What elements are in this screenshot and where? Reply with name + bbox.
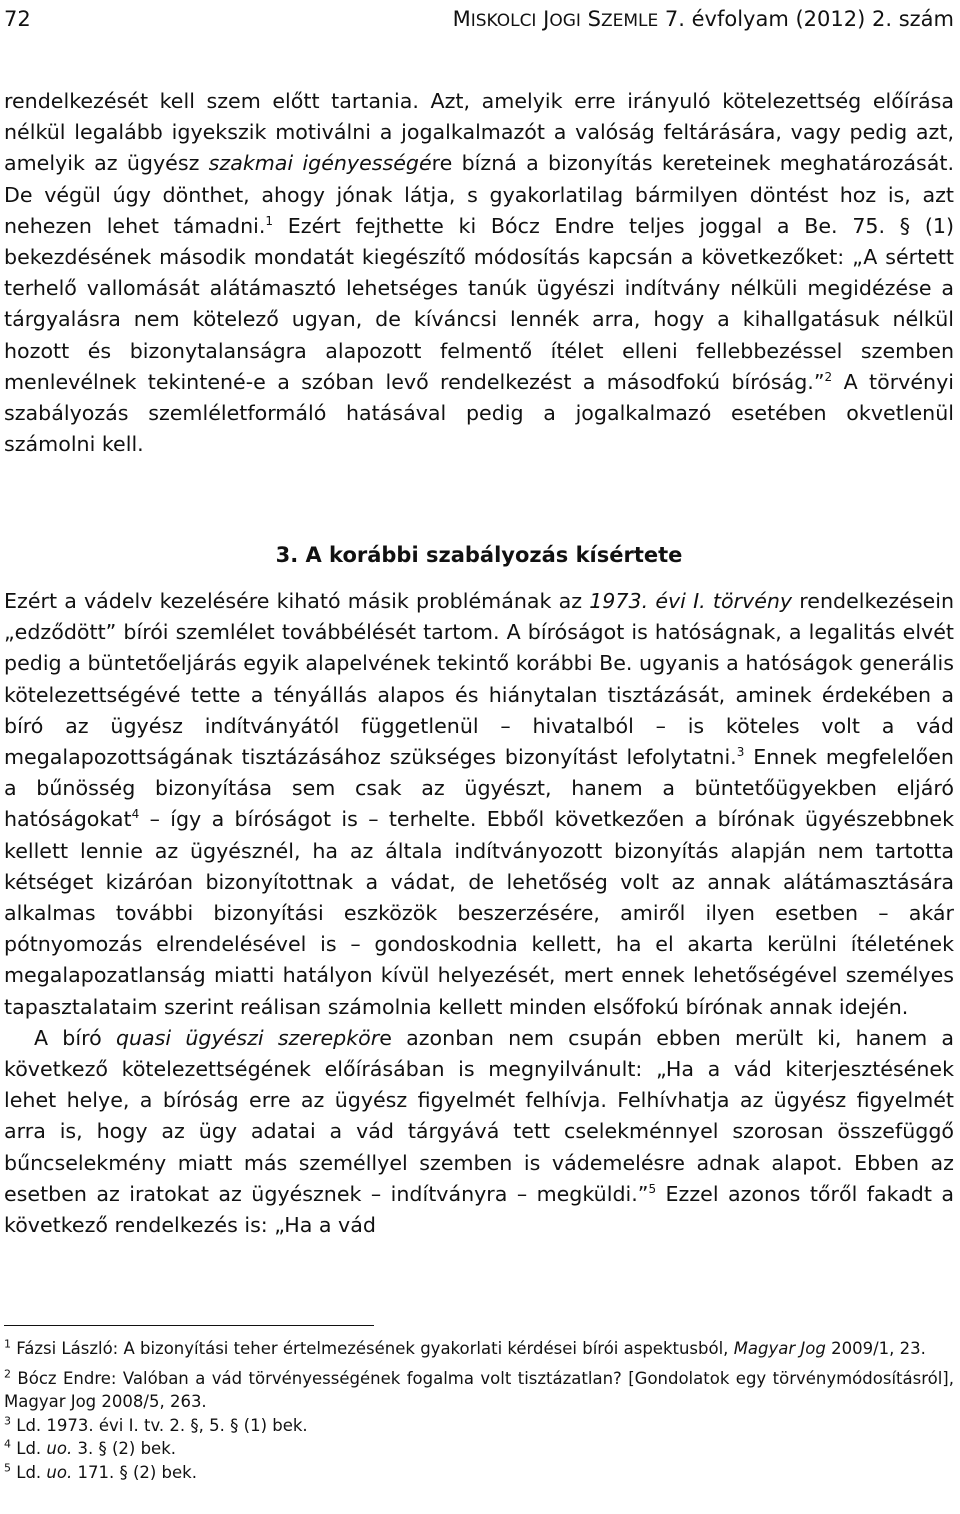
footnote-5: $^5$ Ld. uo. 171. § (2) bek. xyxy=(4,1461,197,1482)
footnote-ref-5[interactable]: 5 xyxy=(648,1182,657,1196)
running-header xyxy=(4,5,954,33)
footnote-ref-2[interactable]: 2 xyxy=(824,369,833,384)
body-section-3 xyxy=(4,586,954,1241)
footnote-4: $^4$ Ld. uo. 3. § (2) bek. xyxy=(4,1437,176,1458)
page-number: 72 xyxy=(4,7,31,31)
footnote-2: $^2$ Bócz Endre: Valóban a vád törvényességének fogalma volt tisztázatlan? [Gondolatok egy törvénymódosításról], Magyar Jog 2008/5, 263. xyxy=(4,1367,954,1411)
section-heading: 3. A korábbi szabályozás kísértete xyxy=(275,543,683,567)
body-paragraph-3: A bíró quasi ügyészi szerepköre azonban nem csupán ebben merült ki, hanem a következő kötelezettségének előírásában is megnyilvánult: „Ha a vád kiterjesztésének lehet helye, a bíróság erre az ügyész figyelmét felhívja. Felhívhatja az ügyész figyelmét arra is, hogy az ügy adatai a vád tárgyává tett cselekménnyel szorosan összefüggő bűncselekmény miatt más személlyel szemben is vádemelésre adnak alapot. Ebben az esetben az iratokat az ügyésznek – indítványra – megküldi.”$^5$ Ezzel azonos tőről fakadt a következő rendelkezés is: „Ha a vád xyxy=(4,1025,954,1238)
footnote-ref-3[interactable]: 3 xyxy=(736,745,745,760)
footnote-ref-1[interactable]: 1 xyxy=(265,213,274,228)
body-paragraph-2: Ezért a vádelv kezelésére kiható másik problémának az 1973. évi I. törvény rendelkezésein „edződött” bírói szemlélet továbbélését tartom. A bíróságot is hatóságnak, a legalitás elvét pedig a büntetőeljárás egyik alapelvének tekintő korábbi Be. ugyanis a hatóságok generális kötelezettségévé tette a tényállás alapos és hiánytalan tisztázását, aminek érdekében a bíró az ügyész indítványától függetlenül – hivatalból – is köteles volt a vád megalapozottságának tisztázásához szükséges bizonyítást lefolytatni.$^3$ Ennek megfelelően a bűnösség bizonyítása sem csak az ügyészt, hanem a büntetőügyekben eljáró hatóságokat$^4$ – így a bíróságot is – terhelte. Ebből következően a bírónak ügyészebbnek kellett lennie az ügyésznél, ha az általa indítványozott bizonyítás alapján nem tartotta kétséget kizáróan bizonyítottnak a vádat, de lehetőség volt az annak alátámasztására alkalmas további bizonyítási eszközök beszerzésére, amiről ilyen esetben – akár pótnyomozás elrendelésével is – gondoskodnia kellett, ha el akarta kerülni ítéletének megalapozatlanság miatti hatályon kívül helyezését, mert ennek lehetőségével személyes tapasztalataim szerint reálisan számolnia kellett minden elsőfokú bírónak annak idején. xyxy=(4,589,954,1019)
footnote-3: $^3$ Ld. 1973. évi I. tv. 2. §, 5. § (1) bek. xyxy=(4,1414,308,1435)
footnote-ref-4[interactable]: 4 xyxy=(131,807,140,822)
journal-title: MISKOLCI JOGI SZEMLE 7. évfolyam (2012) 2. szám xyxy=(452,7,954,31)
body-paragraph-1: rendelkezését kell szem előtt tartania. Azt, amelyik erre irányuló kötelezettség előírása nélkül legalább igyekszik motiválni a jogalkalmazót a valóság feltárására, vagy pedig azt, amelyik az ügyész szakmai igényességére bízná a bizonyítás kereteinek meghatározását. De végül úgy dönthet, ahogy jónak látja, s gyakorlatilag bármilyen döntést hoz is, azt nehezen lehet támadni.$^1$ Ezért fejthette ki Bócz Endre teljes joggal a Be. 75. § (1) bekezdésének második mondatát kiegészítő módosítás kapcsán a következőket: „A sértett terhelő vallomását alátámasztó lehetséges tanúk ügyészi indítvány nélküli megidézése a tárgyalásra nem kötelező ugyan, de kíváncsi lennék arra, hogy a kihallgatásuk nélkül hozott és bizonytalanságra alapozott felmentő ítélet elleni fellebbezéssel szemben menlevélnek tekintené-e a szóban levő rendelkezést a másodfokú bíróság.”$^2$ A törvényi szabályozás szemléletformáló hatásával pedig a jogalkalmazó esetében okvetlenül számolni kell. xyxy=(4,89,955,457)
footnotes xyxy=(4,1337,954,1484)
footnote-1: $^1$ Fázsi László: A bizonyítási teher értelmezésének gyakorlati kérdései bírói aspektusból, Magyar Jog 2009/1, 23. xyxy=(4,1337,926,1358)
footnote-divider xyxy=(4,1325,374,1326)
